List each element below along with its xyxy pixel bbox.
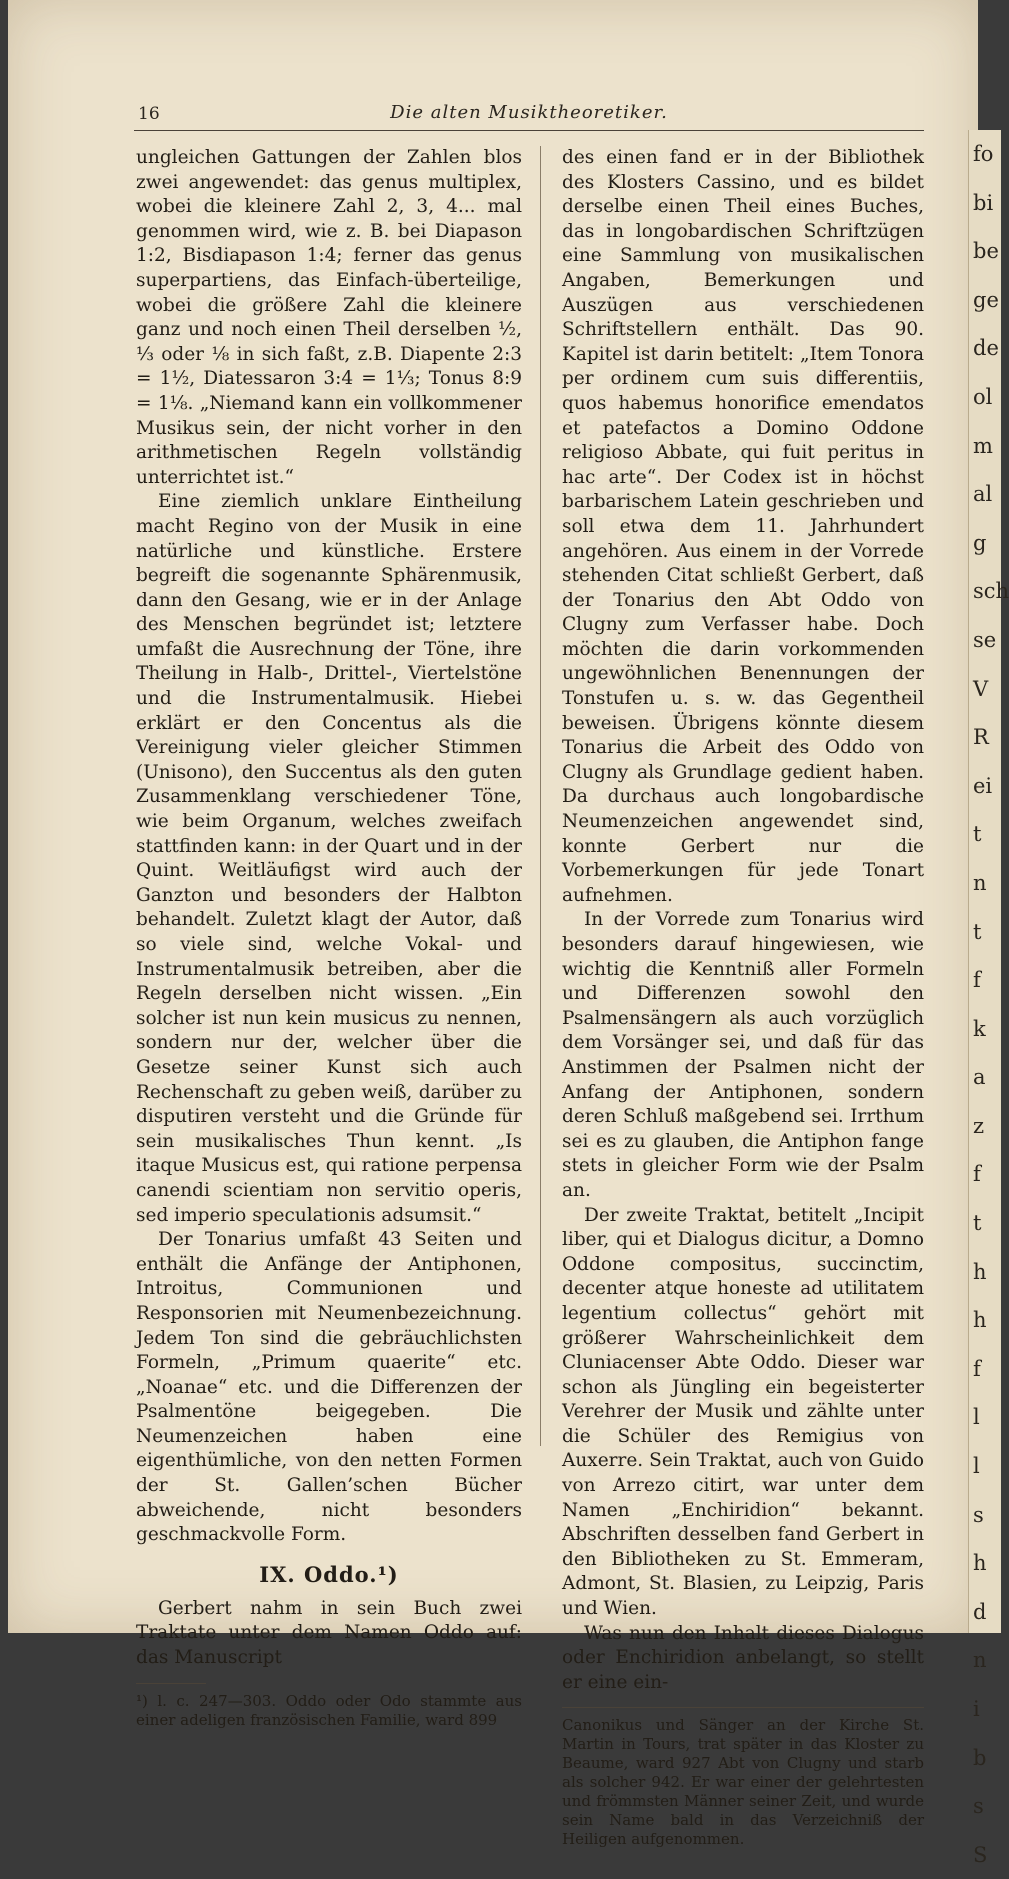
adjacent-page-fragment: ol — [973, 384, 993, 409]
paragraph: Was nun den Inhalt dieses Dialogus oder Enchiridion anbelangt, so stellt er eine ein- — [562, 1622, 924, 1693]
adjacent-page-fragment: t — [973, 919, 982, 944]
adjacent-page-fragment: R — [973, 725, 989, 750]
adjacent-page-fragment: k — [973, 1016, 986, 1041]
adjacent-page-fragment: fo — [973, 142, 994, 166]
adjacent-page-fragment: de — [973, 336, 999, 361]
page-number: 16 — [138, 104, 160, 124]
adjacent-page-fragment: V — [973, 676, 989, 701]
adjacent-page-fragment: t — [973, 1211, 982, 1236]
adjacent-page-fragment: f — [973, 1162, 981, 1187]
adjacent-page-fragment: g — [973, 530, 987, 555]
adjacent-page-fragment: h — [973, 1308, 987, 1333]
adjacent-page-fragment: n — [973, 1648, 987, 1673]
book-page — [8, 0, 978, 1849]
adjacent-page-fragment: al — [973, 482, 993, 507]
adjacent-page-fragment: f — [973, 968, 981, 993]
adjacent-page-fragment: se — [973, 627, 997, 652]
adjacent-page-fragment: be — [973, 239, 999, 264]
left-column — [136, 146, 522, 1730]
paragraph: In der Vorrede zum Tonarius wird besonders darauf hingewiesen, wie wichtig die Kenntniß aller Formeln und Differenzen sowohl den Psalmensängern als auch vorzüglich dem Vorsänger sei, und daß für das Anstimmen der Psalmen nicht der Anfang der Antiphonen, sondern deren Schluß maßgebend sei. Irrthum sei es zu glauben, die Antiphon fange stets in gleicher Form wie der Psalm an. — [562, 909, 924, 1201]
right-column — [562, 146, 924, 1849]
adjacent-page-fragment: h — [973, 1259, 987, 1284]
paragraph: Der zweite Traktat, betitelt „Incipit liber, qui et Dialogus dicitur, a Domno Oddone compositus, succinctim, decenter atque honeste ad utilitatem legentium collectus“ gehört mit größerer Wahrscheinlichkeit dem Cluniacenser Abte Oddo. Dieser war schon als Jüngling ein begeisterter Verehrer der Musik und zählte unter die Schüler des Remigius von Auxerre. Sein Traktat, auch von Guido von Arrezo citirt, war unter dem Namen „Enchiridion“ bekannt. Abschriften desselben fand Gerbert in den Bibliotheken zu St. Emmeram, Admont, St. Blasien, zu Leipzig, Paris und Wien. — [562, 1204, 924, 1620]
column-divider — [540, 146, 541, 1446]
paragraph: ungleichen Gattungen der Zahlen blos zwei angewendet: das genus multiplex, wobei die kleinere Zahl 2, 3, 4... mal genommen wird, wie z. B. bei Diapason 1:2, Bisdiapason 1:4; ferner das genus superpartiens, das Einfach-überteilige, wobei die größere Zahl die kleinere ganz und noch einen Theil derselben ½, ⅓ oder ⅛ in sich faßt, z.B. Diapente 2:3 = 1½, Diatessaron 3:4 = 1⅓; Tonus 8:9 = 1⅛. „Niemand kann ein vollkommener Musikus sein, der nicht vorher in den arithmetischen Regeln vollständig unterrichtet ist.“ — [136, 147, 522, 488]
adjacent-page-fragment: s — [973, 1502, 984, 1527]
running-title: Die alten Musiktheoretiker. — [390, 102, 668, 123]
adjacent-page-fragment: b — [973, 1745, 987, 1770]
adjacent-page-fragment: S — [973, 1842, 988, 1867]
section-heading: IX. Oddo.¹) — [259, 1561, 399, 1587]
adjacent-page-edge — [968, 130, 1009, 1867]
footnote-rule — [562, 1707, 924, 1708]
paragraph: Gerbert nahm in sein Buch zwei Traktate unter dem Namen Oddo auf: das Manuscript — [136, 1597, 522, 1669]
adjacent-page-fragment: ge — [973, 287, 999, 312]
adjacent-page-fragment: a — [973, 1065, 986, 1090]
adjacent-page-fragment: t — [973, 822, 982, 847]
adjacent-page-fragment: l — [973, 1405, 980, 1430]
adjacent-page-fragment: l — [973, 1454, 980, 1479]
paragraph: Der Tonarius umfaßt 43 Seiten und enthält die Anfänge der Antiphonen, Introitus, Communionen und Responsorien mit Neumenbezeichnung. Jedem Ton sind die gebräuchlichsten Formeln, „Primum quaerite“ etc. „Noanae“ etc. und die Differenzen der Psalmentöne beigegeben. Die Neumenzeichen haben eine eigenthümliche, von den netten Formen der St. Gallen’schen Bücher abweichende, nicht besonders geschmackvolle Form. — [136, 1229, 522, 1546]
adjacent-page-fragment: sch — [973, 579, 1009, 604]
paragraph: des einen fand er in der Bibliothek des Klosters Cassino, und es bildet derselbe einen Theil eines Buches, das in longobardischen Schriftzügen eine Sammlung von musikalischen Angaben, Bemerkungen und Auszügen aus verschiedenen Schriftstellern enthält. Das 90. Kapitel ist darin betitelt: „Item Tonora per ordinem cum suis differentiis, quos habemus honorifice emendatos et patefactos a Domino Oddone religioso Abbate, qui fuit peritus in hac arte“. Der Codex ist in höchst barbarischem Latein geschrieben und soll etwa dem 11. Jahrhundert angehören. Aus einem in der Vorrede stehenden Citat schließt Gerbert, daß der Tonarius den Abt Oddo von Clugny zum Verfasser habe. Doch möchten die darin vorkommenden ungewöhnlichen Benennungen der Tonstufen u. s. w. das Gegentheil beweisen. Übrigens könnte diesem Tonarius die Arbeit des Oddo von Clugny als Grundlage gedient haben. Da durchaus auch longobardische Neumenzeichen angewendet sind, konnte Gerbert nur die Vorbemerkungen für jede Tonart aufnehmen. — [562, 147, 924, 906]
adjacent-page-fragment: n — [973, 870, 987, 895]
adjacent-page-fragment: h — [973, 1551, 987, 1576]
footnote: Canonikus und Sänger an der Kirche St. Martin in Tours, trat später in das Kloster zu Beaume, ward 927 Abt von Clugny und starb als solcher 942. Er war einer der gelehrtesten und frömmsten Männer seiner Zeit, und wurde sein Name bald in das Verzeichniß der Heiligen aufgenommen. — [562, 1716, 924, 1849]
adjacent-page-fragment: bi — [973, 190, 994, 215]
adjacent-page-fragment: f — [973, 1356, 981, 1381]
page-header — [134, 100, 924, 131]
paragraph: Eine ziemlich unklare Eintheilung macht Regino von der Musik in eine natürliche und künstliche. Erstere begreift die sogenannte Sphärenmusik, dann den Gesang, wie er in der Anlage des Menschen begründet ist; letztere umfaßt die Ausrechnung der Töne, ihre Theilung in Halb-, Drittel-, Viertelstöne und die Instrumentalmusik. Hiebei erklärt er den Concentus als die Vereinigung vieler gleicher Stimmen (Unisono), den Succentus als den guten Zusammenklang verschiedener Töne, wie beim Organum, welches zweifach stattfinden kann: in der Quart und in der Quint. Weitläufigst wird auch der Ganzton und besonders der Halbton behandelt. Zuletzt klagt der Autor, daß so viele sind, welche Vokal- und Instrumentalmusik betreiben, aber die Regeln derselben nicht wissen. „Ein solcher ist nun kein musicus zu nennen, sondern nur der, welcher über die Gesetze seiner Kunst sich auch Rechenschaft zu geben weiß, darüber zu disputiren versteht und die Gründe für sein musikalisches Thun kennt. „Is itaque Musicus est, qui ratione perpensa canendi scientiam non servitio operis, sed imperio speculationis adsumsit.“ — [136, 491, 522, 1226]
adjacent-page-fragment: m — [973, 433, 993, 458]
adjacent-page-fragment: i — [973, 1697, 980, 1721]
adjacent-page-fragment: ei — [973, 773, 993, 798]
footnote: ¹) l. c. 247—303. Oddo oder Odo stammte aus einer adeligen französischen Familie, ward 899 — [136, 1691, 522, 1729]
adjacent-page-fragment: d — [973, 1599, 987, 1624]
adjacent-page-fragment: z — [973, 1113, 985, 1138]
footnote-rule — [136, 1683, 206, 1684]
adjacent-page-fragment: s — [973, 1794, 984, 1819]
